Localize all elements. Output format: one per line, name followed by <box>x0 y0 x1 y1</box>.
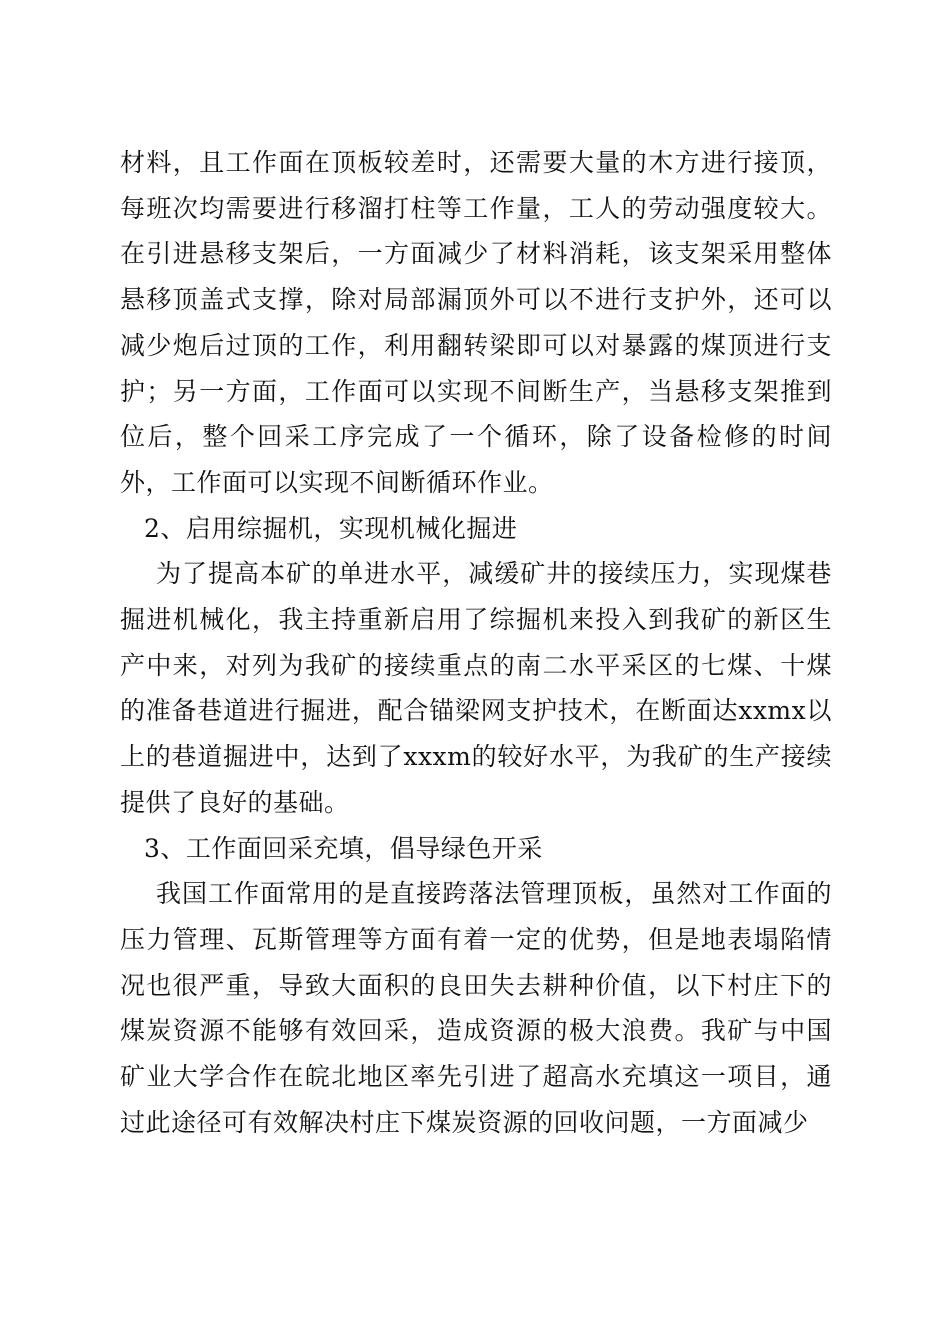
document-body <box>120 140 832 1145</box>
section-body-3: 我国工作面常用的是直接跨落法管理顶板，虽然对工作面的压力管理、瓦斯管理等方面有着一定的优势，但是地表塌陷情况也很严重，导致大面积的良田失去耕种价值，以下村庄下的煤炭资源不能够有效回采，造成资源的极大浪费。我矿与中国矿业大学合作在皖北地区率先引进了超高水充填这一项目，通过此途径可有效解决村庄下煤炭资源的回收问题，一方面减少 <box>120 879 832 1137</box>
section-heading-3: 3、工作面回采充填，倡导绿色开采 <box>144 833 543 863</box>
paragraph-continuation: 材料，且工作面在顶板较差时，还需要大量的木方进行接顶，每班次均需要进行移溜打柱等工作量，工人的劳动强度较大。在引进悬移支架后，一方面减少了材料消耗，该支架采用整体悬移顶盖式支撑，除对局部漏顶外可以不进行支护外，还可以减少炮后过顶的工作，利用翻转梁即可以对暴露的煤顶进行支护；另一方面，工作面可以实现不间断生产，当悬移支架推到位后，整个回采工序完成了一个循环，除了设备检修的时间外，工作面可以实现不间断循环作业。 <box>120 148 832 497</box>
section-body-2: 为了提高本矿的单进水平，减缓矿井的接续压力，实现煤巷掘进机械化，我主持重新启用了综掘机来投入到我矿的新区生产中来，对列为我矿的接续重点的南二水平采区的七煤、十煤的准备巷道进行掘进，配合锚梁网支护技术，在断面达xxmx以上的巷道掘进中，达到了xxxm的较好水平，为我矿的生产接续提供了良好的基础。 <box>120 559 832 817</box>
section-heading-2: 2、启用综掘机，实现机械化掘进 <box>144 513 518 543</box>
